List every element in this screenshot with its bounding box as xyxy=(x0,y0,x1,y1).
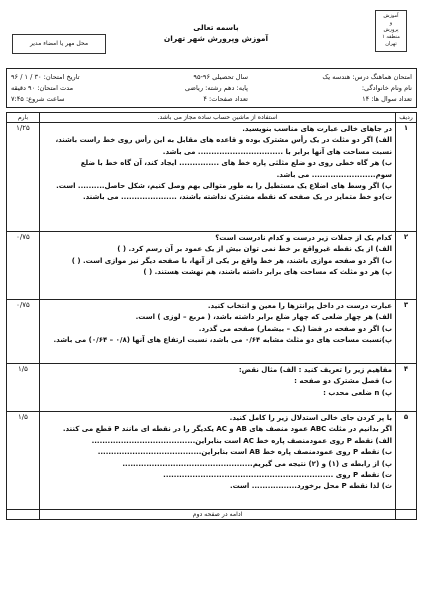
table-header xyxy=(7,113,417,123)
footer-row xyxy=(7,510,417,520)
col-row: ردیف xyxy=(396,113,417,123)
question-row xyxy=(7,364,417,412)
question-line: ت) نقطه P روی ................................................................ xyxy=(163,471,392,480)
question-mark: ۱/۵ xyxy=(7,412,40,510)
exam-page xyxy=(6,4,417,594)
question-line: با پر کردن جای خالی استدلال زیر را کامل کنید. xyxy=(229,414,392,422)
question-line: پ) n ضلعی محدب : xyxy=(323,388,392,397)
question-line: نسبت مساحت های آنها برابر با ................................ می باشد. xyxy=(162,147,392,156)
logo-emblem xyxy=(375,10,407,52)
question-row xyxy=(7,232,417,300)
exam-duration: مدت امتحان: ۹۰ دقیقه xyxy=(11,84,74,92)
question-line: پ) از رابطه ی (۱) و (۲) نتیجه می گیریم................................................. xyxy=(122,459,392,468)
question-line: ب) نقطه P روی عمودمنصف پاره خط AB است بنابراین....................................... xyxy=(97,448,392,457)
question-mark: ۰/۷۵ xyxy=(7,300,40,364)
question-body xyxy=(40,123,396,232)
exam-subject: امتحان هماهنگ درس: هندسه یک xyxy=(322,73,412,81)
stamp-box: محل مهر یا امضاء مدیر xyxy=(12,34,106,54)
question-number: ۳ xyxy=(396,300,417,364)
question-body xyxy=(40,232,396,300)
question-line: ث) لذا نقطه P محل برخورد................. است. xyxy=(229,482,392,491)
question-number: ۵ xyxy=(396,412,417,510)
question-line: الف) اگر دو مثلث در یک رأس مشترک بوده و قاعده های مقابل به این رأس روی خط راست باشند، xyxy=(55,136,392,145)
question-mark: ۱/۵ xyxy=(7,364,40,412)
question-body xyxy=(40,364,396,412)
question-line: الف) از یک نقطه غیرواقع بر خط نمی توان بیش از یک عمود بر آن رسم کرد. ( ) xyxy=(117,245,392,254)
start-time: ساعت شروع: ۷:۴۵ xyxy=(11,95,65,103)
calculator-note: استفاده از ماشین حساب ساده مجاز می باشد. xyxy=(40,113,396,123)
questions-table xyxy=(6,112,417,520)
question-line: مفاهیم زیر را تعریف کنید : الف) مثال نقض: xyxy=(238,366,392,374)
question-line: پ) اگر وسط های اضلاع یک مستطیل را به طور متوالی بهم وصل کنیم، شکل حاصل.......... است. xyxy=(56,182,392,191)
question-mark: ۰/۷۵ xyxy=(7,232,40,300)
logo-line: و xyxy=(389,20,393,26)
exam-info xyxy=(6,68,417,108)
question-row xyxy=(7,412,417,510)
question-line: الف) هر چهار ضلعی که چهار ضلع برابر داشته باشد، ( مربع – لوزی ) است. xyxy=(135,313,392,322)
question-line: ت)دو خط متمایز در یک صفحه که نقطه مشترک نداشته باشند، ..................... می باشند. xyxy=(82,193,392,202)
logo-line: تهران xyxy=(385,41,397,47)
question-body xyxy=(40,412,396,510)
question-row xyxy=(7,123,417,232)
footer-empty-cell xyxy=(7,510,40,520)
question-line: ب) اگر دو صفحه موازی باشند، هر خط واقع بر یکی از آنها، با صفحه دیگر نیز موازی است. ( ) xyxy=(71,256,392,265)
student-name: نام ونام خانوادگی: xyxy=(361,84,412,92)
header-title xyxy=(136,22,296,44)
question-mark: ۱/۲۵ xyxy=(7,123,40,232)
question-line: ب) فصل مشترک دو صفحه : xyxy=(294,377,392,386)
question-line: اگر بدانیم در مثلث ABC عمود منصف های AB و AC یکدیگر را در نقطه ای مانند P قطع می کنند. xyxy=(62,425,392,434)
question-line: الف) نقطه P روی عمودمنصف پاره خط AC است بنابراین....................................... xyxy=(91,436,392,445)
logo-line: منطقه ۱ xyxy=(382,34,400,40)
logo-line: آموزش xyxy=(383,13,399,19)
school-year: سال تحصیلی ۹۶-۹۵ xyxy=(193,73,248,81)
grade-field: پایه: دهم رشته: ریاضی xyxy=(184,84,248,92)
logo-line: پرورش xyxy=(383,27,399,33)
question-number: ۱ xyxy=(396,123,417,232)
question-line: سوم........................ می باشد. xyxy=(276,170,392,179)
question-count: تعداد سوال ها: ۱۴ xyxy=(362,95,412,103)
question-line: ب) اگر دو صفحه در فضا (یک – بیشمار) صفحه می گذرد. xyxy=(198,324,392,333)
exam-date: تاریخ امتحان: ۳۰ / ۱ / ۹۶ xyxy=(11,73,80,81)
question-line: پ) هر دو مثلث که مساحت های برابر داشته باشند، هم نهشت هستند. ( ) xyxy=(143,268,392,277)
question-line: پ)نسبت مساحت های دو مثلث مشابه ۰/۶۴ می باشد، نسبت ارتفاع های آنها (۰/۸ – ۰/۶۴) می باشد. xyxy=(53,336,392,345)
bismillah: باسمه تعالی xyxy=(193,23,239,32)
question-number: ۲ xyxy=(396,232,417,300)
question-line: عبارت درست در داخل پرانتزها را معین و انتخاب کنید. xyxy=(207,302,392,310)
footer-empty-cell xyxy=(396,510,417,520)
col-mark: بارم xyxy=(7,113,40,123)
header xyxy=(6,4,417,66)
continue-note: ادامه در صفحه دوم xyxy=(40,510,396,520)
question-number: ۴ xyxy=(396,364,417,412)
question-line: در جاهای خالی عبارت های مناسب بنویسید. xyxy=(242,125,392,133)
question-line: کدام یک از جملات زیر درست و کدام نادرست است؟ xyxy=(215,234,392,242)
page-count: تعداد صفحات: ۴ xyxy=(203,95,248,103)
question-row xyxy=(7,300,417,364)
org-name: آموزش وپرورش شهر تهران xyxy=(163,34,269,43)
question-line: ب) هر گاه خطی روی دو ضلع مثلثی پاره خط های ............... ایجاد کند، آن گاه خط با ضلع xyxy=(80,159,392,168)
question-body xyxy=(40,300,396,364)
